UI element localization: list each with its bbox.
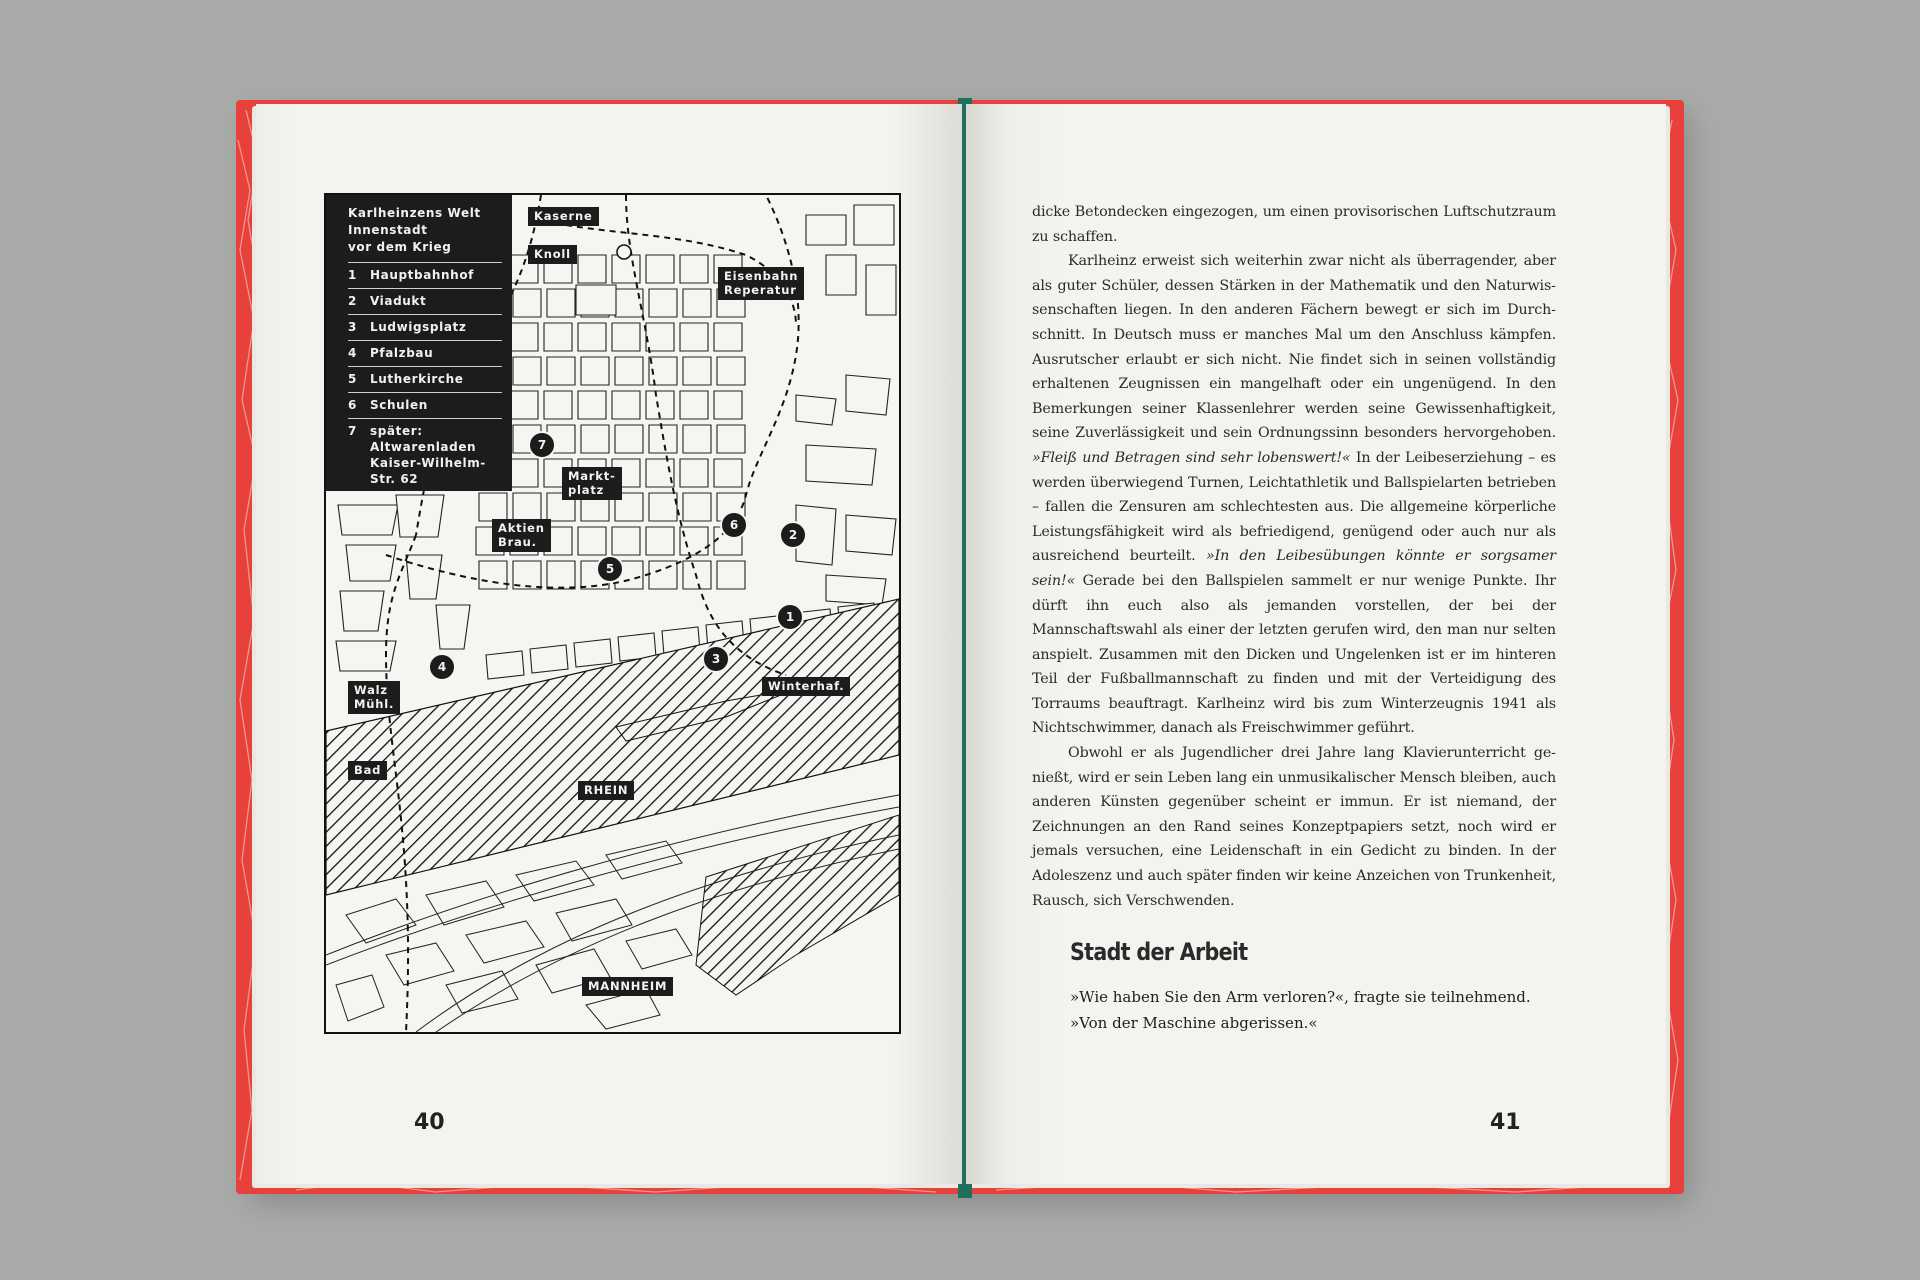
legend-title [348,205,502,256]
map-block [646,255,674,283]
map-pin-2: 2 [779,521,807,549]
legend-item [348,366,502,392]
map-block [547,289,575,317]
map-block [510,391,538,419]
map-block [680,527,708,555]
map-block [806,445,876,485]
legend-number: 6 [348,398,357,412]
legend-item [348,314,502,340]
map-tag-knoll: Knoll [528,245,577,264]
map-block [649,493,677,521]
map-block [854,205,894,245]
paragraph: dicke Betondecken eingezogen, um einen provisorischen Luftschutzraum zu schaffen. [1032,204,1556,245]
map-block [646,323,674,351]
map-block [612,527,640,555]
map-block [406,555,442,599]
legend-label: Schulen [370,398,428,412]
right-page-number: 41 [1490,1110,1521,1135]
map-legend [326,195,512,491]
map-block [612,323,640,351]
map-tag-bad: Bad [348,761,387,780]
map-tag-kaserne: Kaserne [528,207,599,226]
map-block [340,591,384,631]
map-block [615,357,643,385]
map-block [846,515,896,555]
map-block [576,285,616,315]
map-block [581,425,609,453]
map-tag-winterhaf: Winterhaf. [762,677,850,696]
map-block [513,493,541,521]
paragraph: Obwohl er als Jugendlicher drei Jahre lang Klavierunterricht genießt, wird er sein Leben lang ein unmusikalischer Mensch bleiben, auch anderen Künsten gegenüber scheint er immun. Er ist niemand, der Zeichnungen an den Rand seines Konzeptpapiers setzt, noch wird er jemals versuchen, eine Leidenschaft in ein Gedicht zu binden. In der Adoleszenz und auch später finden wir keine Anzeichen von Trunkenheit, Rausch, sich Verschwenden. [1032,745,1556,909]
map-block [646,527,674,555]
map-tag-marktplatz: Markt- platz [562,467,622,500]
map-block [796,395,836,425]
city-map [324,193,901,1034]
map-block [510,459,538,487]
map-block [683,289,711,317]
legend-label: Viadukt [370,294,427,308]
map-block [846,375,890,415]
legend-title-line: vor dem Krieg [348,240,452,254]
quoted-remark: »Fleiß und Betragen sind sehr lobenswert!« [1032,449,1351,466]
legend-item [348,262,502,288]
map-block [649,561,677,589]
map-block [513,357,541,385]
legend-number: 3 [348,320,357,334]
map-block [547,357,575,385]
map-pin-4: 4 [428,653,456,681]
legend-item [348,340,502,366]
map-block [717,561,745,589]
map-block [683,357,711,385]
map-pin-3: 3 [702,645,730,673]
map-block [513,289,541,317]
map-block [578,527,606,555]
legend-number: 2 [348,294,357,308]
map-block [544,391,572,419]
map-block [683,493,711,521]
map-block [547,561,575,589]
legend-number: 5 [348,372,357,386]
legend-item [348,288,502,314]
map-tag-eisenbahn: Eisenbahn Reperatur [718,267,804,300]
quote-line: »Wie haben Sie den Arm verloren?«, fragte sie teilnehmend. [1070,988,1531,1006]
map-block [826,575,886,605]
map-block [486,651,524,679]
map-block [612,391,640,419]
quote-line: »Von der Maschine abgerissen.« [1070,1014,1318,1032]
map-block [714,459,742,487]
map-block [578,255,606,283]
map-block [338,505,398,535]
map-block [574,639,612,667]
map-block [649,289,677,317]
map-tag-mannheim: MANNHEIM [582,977,673,996]
map-block [826,255,856,295]
legend-item [348,418,502,492]
legend-number: 7 [348,424,357,438]
map-block [544,323,572,351]
map-block [680,391,708,419]
map-block [510,323,538,351]
legend-label: Lutherkirche [370,372,464,386]
map-block [680,323,708,351]
map-block [479,493,507,521]
legend-label: Pfalzbau [370,346,434,360]
map-block [578,391,606,419]
map-block [683,425,711,453]
map-block [717,357,745,385]
map-pin-1: 1 [776,603,804,631]
map-block [714,391,742,419]
epigraph-quote [1070,984,1570,1036]
map-block [479,561,507,589]
legend-label: später: Altwarenladen Kaiser-Wilhelm- Str. 62 [370,424,486,486]
map-block [346,545,396,581]
legend-label: Ludwigsplatz [370,320,467,334]
map-block [680,255,708,283]
left-page-number: 40 [414,1110,445,1135]
legend-title-line: Karlheinzens Welt [348,206,481,220]
map-tag-aktien: Aktien Brau. [492,519,551,552]
map-block [866,265,896,315]
body-text [1032,200,1556,913]
legend-number: 4 [348,346,357,360]
map-block [436,605,470,649]
map-block [717,425,745,453]
legend-label: Hauptbahnhof [370,268,474,282]
map-pin-7: 7 [528,431,556,459]
map-block [646,459,674,487]
legend-title-line: Innenstadt [348,223,428,237]
map-tag-rhein: RHEIN [578,781,634,800]
legend-item [348,392,502,418]
map-pin-5: 5 [596,555,624,583]
map-block [530,645,568,673]
map-block [714,323,742,351]
section-heading: Stadt der Arbeit [1070,938,1248,966]
paragraph: Karlheinz erweist sich weiterhin zwar nicht als überragender, aber als guter Schüler, dessen Stärken in der Mathematik und den Naturwissenschaften liegen. In den anderen Fächern bewegt er sich im Durchschnitt. In Deutsch muss er manches Mal um den Anschluss kämpfen. Ausrutscher erlaubt er sich nicht. Nie findet sich in seinen vollständig erhaltenen Zeugnissen ein mangelhaft oder ein ungenügend. In den Bemerkungen seiner Klassenlehrer werden seine Gewissenhaftigkeit, seine Zuverlässigkeit und sein Ordnungssinn besonders hervorgehoben. »Fleiß und Betragen sind sehr lobenswert!« In der Leibeserziehung – es werden überwiegend Turnen, Leichtathletik und Ballspielarten betrieben – fallen die Zensuren am schlechtesten aus. Die allgemeine körperliche Leistungsfähigkeit wird als befriedigend, genügend oder auch nur als ausreichend beurteilt. »In den Leibesübungen könnte er sorgsamer sein!« Gerade bei den Ballspielen sammelt er nur wenige Punkte. Ihr dürft ihn euch also als jemanden vorstellen, der bei der Mannschaftswahl als einer der letzten gerufen wird, den man nur selten anspielt. Zusammen mit den Dicken und Ungelenken ist er im hinteren Teil der Fußballmannschaft zu finden und mit der Verteidigung des Torraums beauftragt. Karlheinz wird bis zum Winterzeugnis 1941 als Nichtschwimmer, danach als Freischwimmer geführt. [1032,253,1556,737]
map-block [615,425,643,453]
legend-number: 1 [348,268,357,282]
map-block [680,459,708,487]
map-block [806,215,846,245]
map-block [581,357,609,385]
map-block [578,323,606,351]
map-tag-walz: Walz Mühl. [348,681,400,714]
map-pin-6: 6 [720,511,748,539]
quoted-remark: »In den Leibesübungen könnte er sorgsamer sein!« [1032,548,1556,589]
